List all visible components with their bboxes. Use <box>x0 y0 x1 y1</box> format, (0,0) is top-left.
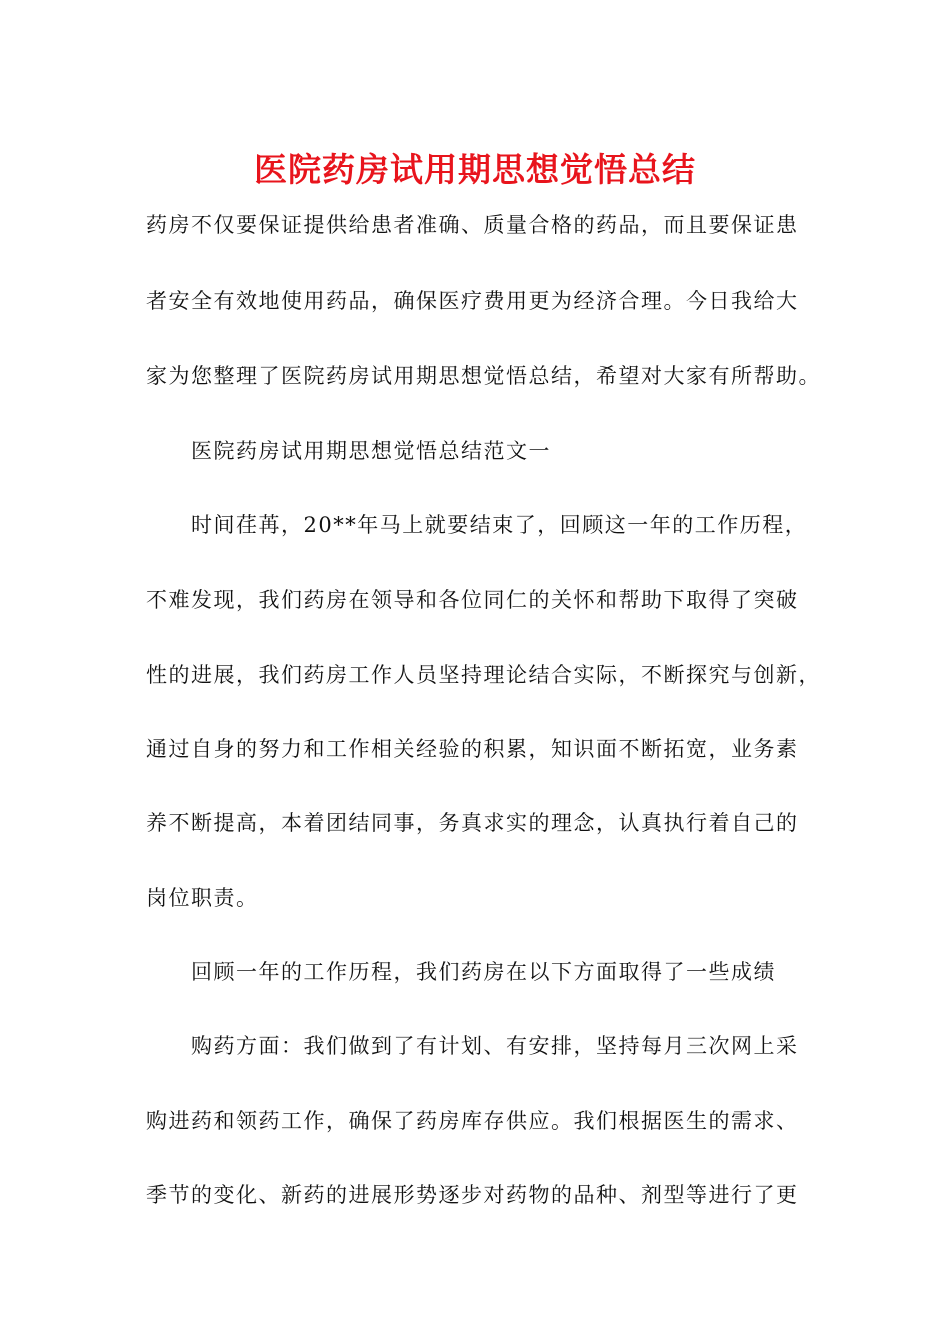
body-line: 养不断提高，本着团结同事，务真求实的理念，认真执行着自己的 <box>146 811 799 835</box>
document-title: 医院药房试用期思想觉悟总结 <box>254 150 696 189</box>
body-line: 家为您整理了医院药房试用期思想觉悟总结，希望对大家有所帮助。 <box>146 364 821 388</box>
body-line: 岗位职责。 <box>146 886 259 910</box>
body-line: 性的进展，我们药房工作人员坚持理论结合实际，不断探究与创新， <box>146 663 821 687</box>
body-line: 回顾一年的工作历程，我们药房在以下方面取得了一些成绩 <box>191 960 776 984</box>
body-line: 药房不仅要保证提供给患者准确、质量合格的药品，而且要保证患 <box>146 213 799 237</box>
body-line: 通过自身的努力和工作相关经验的积累，知识面不断拓宽，业务素 <box>146 737 799 761</box>
body-line: 季节的变化、新药的进展形势逐步对药物的品种、剂型等进行了更 <box>146 1183 799 1207</box>
body-line: 购进药和领药工作，确保了药房库存供应。我们根据医生的需求、 <box>146 1109 799 1133</box>
body-line: 时间荏苒，20**年马上就要结束了，回顾这一年的工作历程， <box>191 513 808 537</box>
body-line: 购药方面：我们做到了有计划、有安排，坚持每月三次网上采 <box>191 1034 799 1058</box>
body-line: 者安全有效地使用药品，确保医疗费用更为经济合理。今日我给大 <box>146 289 799 313</box>
section-heading: 医院药房试用期思想觉悟总结范文一 <box>191 439 551 463</box>
body-line: 不难发现，我们药房在领导和各位同仁的关怀和帮助下取得了突破 <box>146 588 799 612</box>
